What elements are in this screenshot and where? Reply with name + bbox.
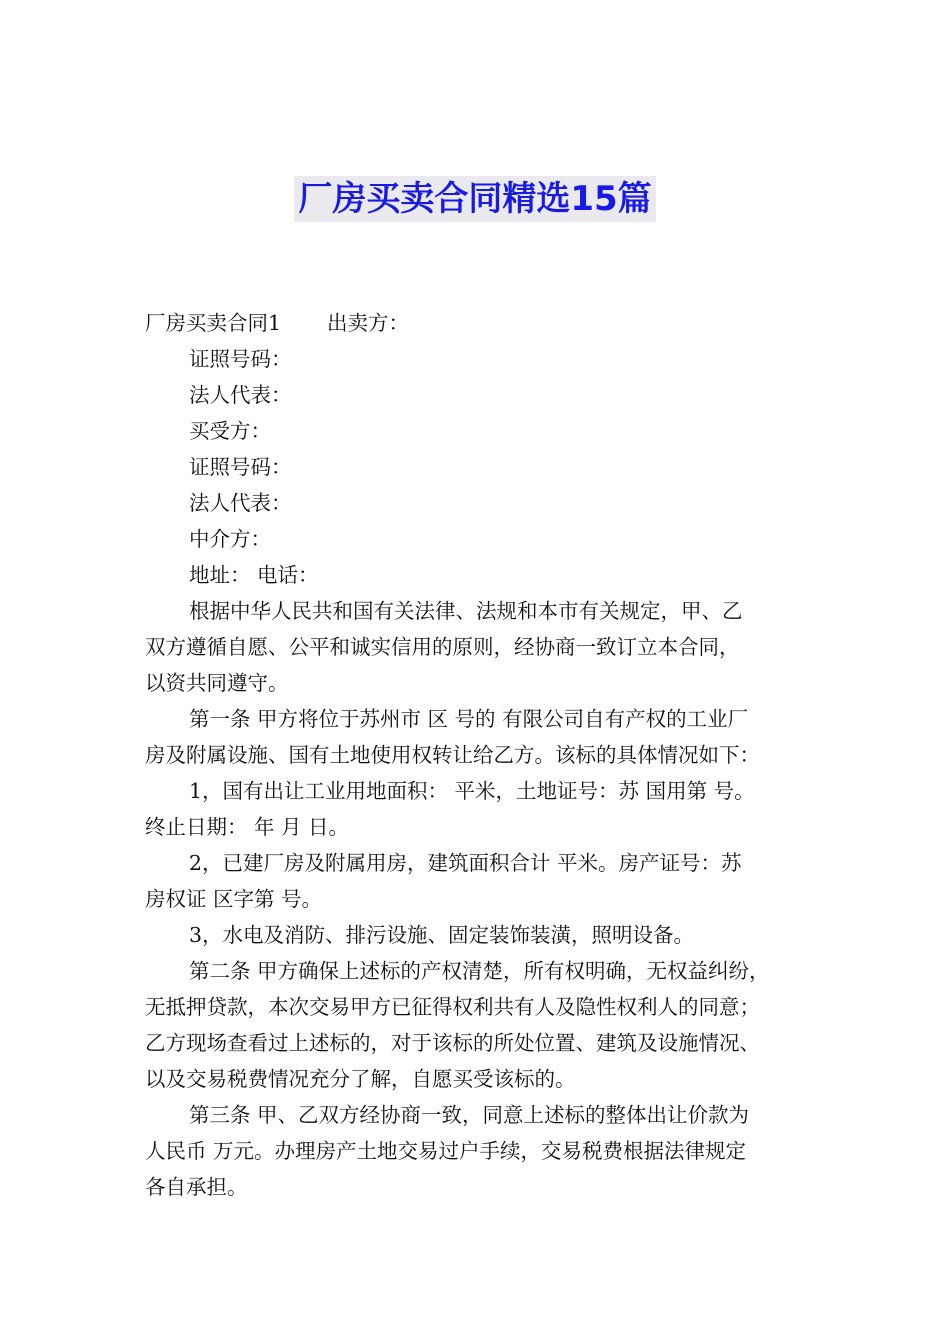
paragraph-line: 以及交易税费情况充分了解，自愿买受该标的。: [145, 1067, 576, 1091]
paragraph-line: 1，国有出让工业用地面积： 平米，土地证号：苏 国用第 号。: [189, 779, 755, 803]
paragraph-item-2: [145, 845, 810, 917]
field-seller-representative: 法人代表：: [189, 383, 292, 407]
paragraph-preamble: [145, 593, 810, 701]
paragraph-article-2: [145, 953, 810, 1097]
contract-heading-label: 厂房买卖合同1: [145, 311, 282, 335]
paragraph-line: 第二条 甲方确保上述标的产权清楚，所有权明确，无权益纠纷，: [189, 959, 770, 983]
paragraph-item-3: [145, 917, 810, 953]
seller-label: 出卖方：: [327, 311, 410, 335]
paragraph-line: 第一条 甲方将位于苏州市 区 号的 有限公司自有产权的工业厂: [189, 707, 749, 731]
contract-heading: [145, 305, 810, 341]
paragraph-line: 房权证 区字第 号。: [145, 887, 323, 911]
field-buyer-representative: 法人代表：: [189, 491, 292, 515]
document-title: 厂房买卖合同精选15篇: [294, 176, 655, 222]
paragraph-line: 终止日期： 年 月 日。: [145, 815, 350, 839]
paragraph-line: 根据中华人民共和国有关法律、法规和本市有关规定，甲、乙: [189, 599, 743, 623]
field-buyer: 买受方：: [189, 419, 271, 443]
field-address-phone: 地址： 电话：: [189, 563, 319, 587]
paragraph-line: 第三条 甲、乙双方经协商一致，同意上述标的整体出让价款为: [189, 1103, 750, 1127]
paragraph-item-1: [145, 773, 810, 845]
paragraph-line: 各自承担。: [145, 1175, 248, 1199]
field-seller-license: 证照号码：: [189, 347, 292, 371]
paragraph-article-3: [145, 1097, 810, 1205]
paragraph-line: 乙方现场查看过上述标的，对于该标的所处位置、建筑及设施情况、: [145, 1031, 760, 1055]
paragraph-line: 无抵押贷款，本次交易甲方已征得权利共有人及隐性权利人的同意；: [145, 995, 760, 1019]
paragraph-line: 3，水电及消防、排污设施、固定装饰装潢，照明设备。: [189, 923, 695, 947]
paragraph-line: 以资共同遵守。: [145, 671, 289, 695]
paragraph-article-1: [145, 701, 810, 773]
paragraph-line: 2，已建厂房及附属用房，建筑面积合计 平米。房产证号：苏: [189, 851, 742, 875]
paragraph-line: 双方遵循自愿、公平和诚实信用的原则，经协商一致订立本合同，: [145, 635, 740, 659]
paragraph-line: 人民币 万元。办理房产土地交易过户手续，交易税费根据法律规定: [145, 1139, 747, 1163]
field-intermediary: 中介方：: [189, 527, 271, 551]
paragraph-line: 房及附属设施、国有土地使用权转让给乙方。该标的具体情况如下：: [145, 743, 760, 767]
title-wrap: [0, 176, 950, 222]
field-buyer-license: 证照号码：: [189, 455, 292, 479]
document-body: [145, 305, 810, 1205]
